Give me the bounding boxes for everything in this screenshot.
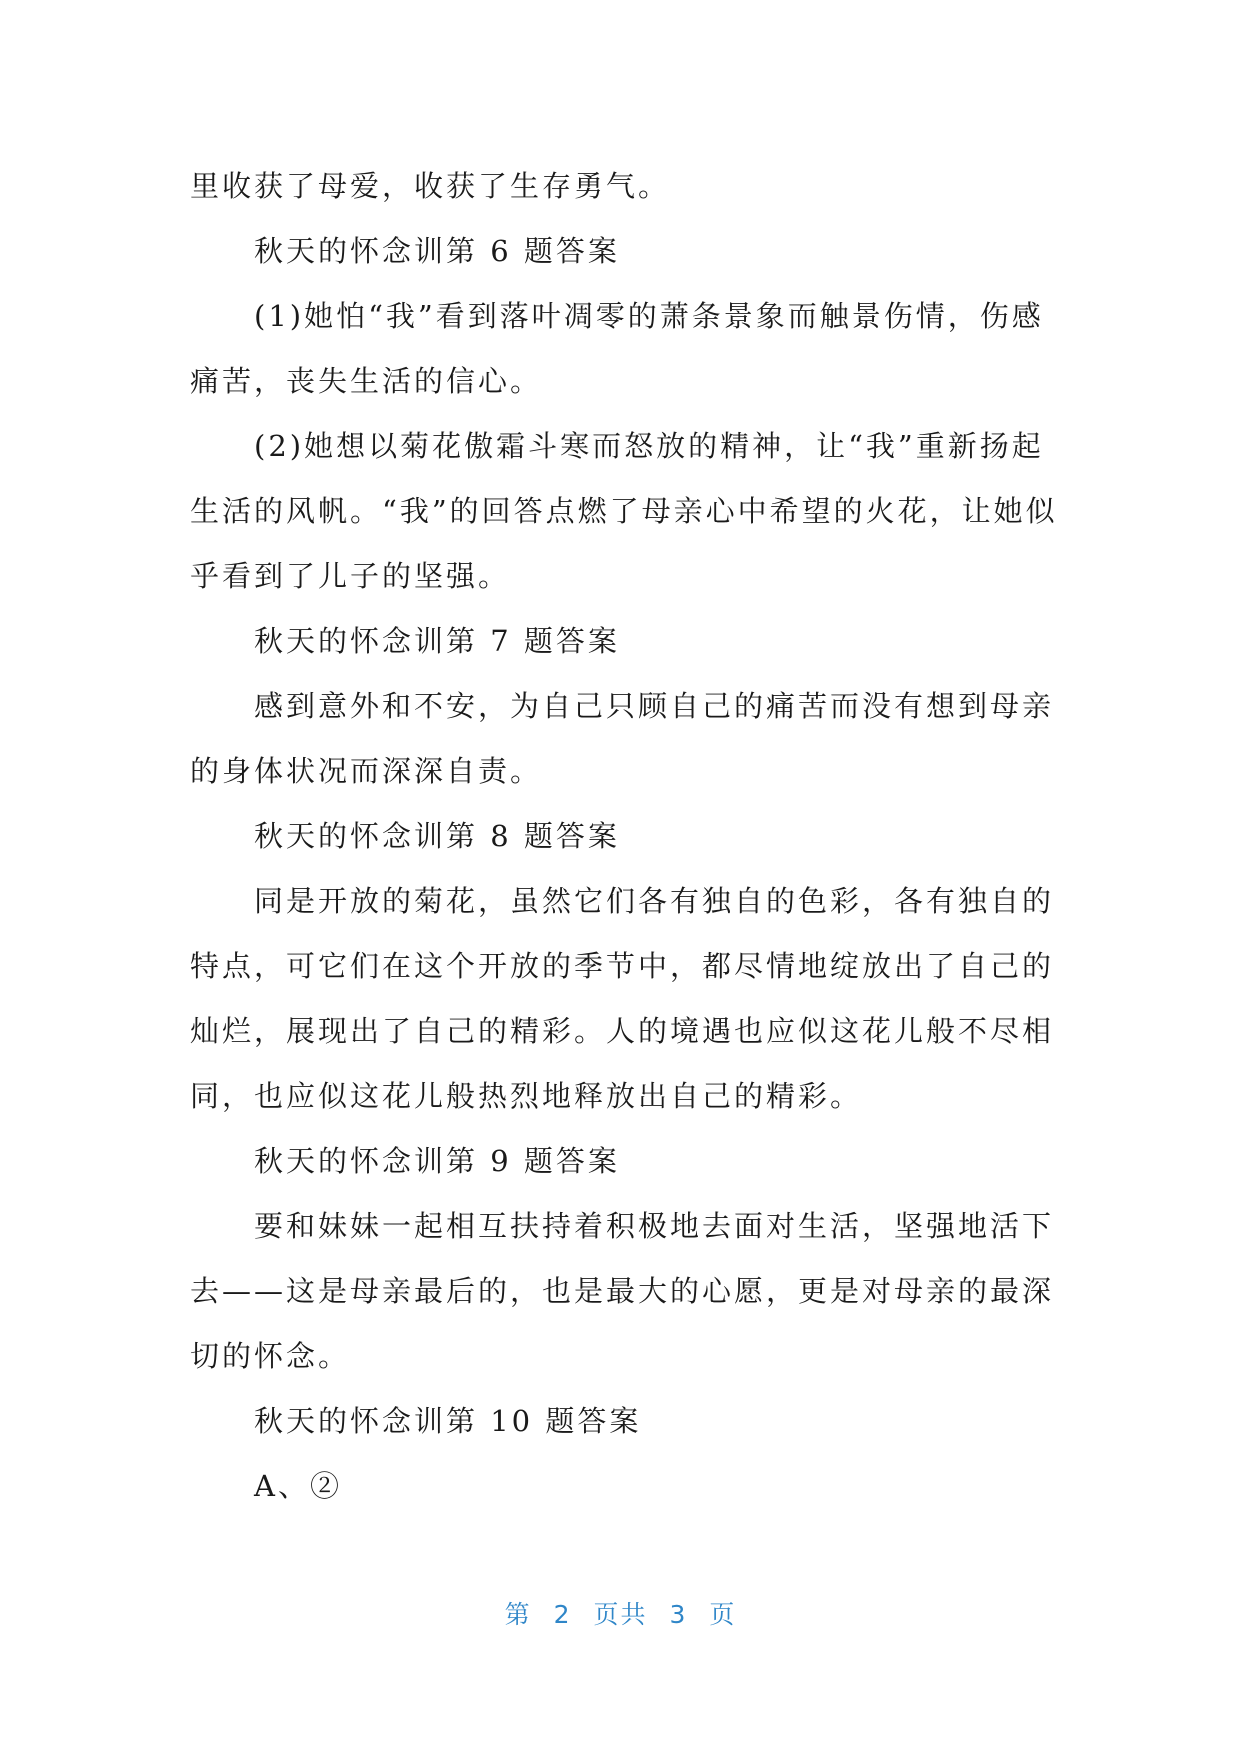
footer-page-number: 2 xyxy=(553,1600,572,1629)
answer-heading-7: 秋天的怀念训第 7 题答案 xyxy=(254,624,620,658)
footer-page-prefix: 第 xyxy=(504,1600,532,1629)
answer-6-part-1: (1)她怕“我”看到落叶凋零的萧条景象而触景伤情，伤感痛苦，丧失生活的信心。 xyxy=(190,299,1044,398)
answer-9-text: 要和妹妹一起相互扶持着积极地去面对生活，坚强地活下去——这是母亲最后的，也是最大的心愿，更是对母亲的最深切的怀念。 xyxy=(190,1209,1055,1373)
answer-heading-6: 秋天的怀念训第 6 题答案 xyxy=(254,234,620,268)
answer-7-text: 感到意外和不安，为自己只顾自己的痛苦而没有想到母亲的身体状况而深深自责。 xyxy=(190,689,1055,788)
answer-heading-10: 秋天的怀念训第 10 题答案 xyxy=(254,1404,642,1438)
answer-6-part-2: (2)她想以菊花傲霜斗寒而怒放的精神，让“我”重新扬起生活的风帆。“我”的回答点燃了母亲心中希望的火花，让她似乎看到了儿子的坚强。 xyxy=(190,429,1058,593)
answer-10-text: A、② xyxy=(254,1469,342,1503)
page-footer xyxy=(0,1595,1241,1631)
footer-page-middle: 页共 xyxy=(593,1600,648,1629)
footer-page-total: 3 xyxy=(669,1600,688,1629)
answer-heading-9: 秋天的怀念训第 9 题答案 xyxy=(254,1144,620,1178)
document-body xyxy=(190,154,1060,1519)
answer-heading-8: 秋天的怀念训第 8 题答案 xyxy=(254,819,620,853)
paragraph-continuation: 里收获了母爱，收获了生存勇气。 xyxy=(190,169,671,203)
answer-8-text: 同是开放的菊花，虽然它们各有独自的色彩，各有独自的特点，可它们在这个开放的季节中，都尽情地绽放出了自己的灿烂，展现出了自己的精彩。人的境遇也应似这花儿般不尽相同，也应似这花儿般热烈地释放出自己的精彩。 xyxy=(190,884,1055,1113)
footer-page-suffix: 页 xyxy=(709,1600,737,1629)
